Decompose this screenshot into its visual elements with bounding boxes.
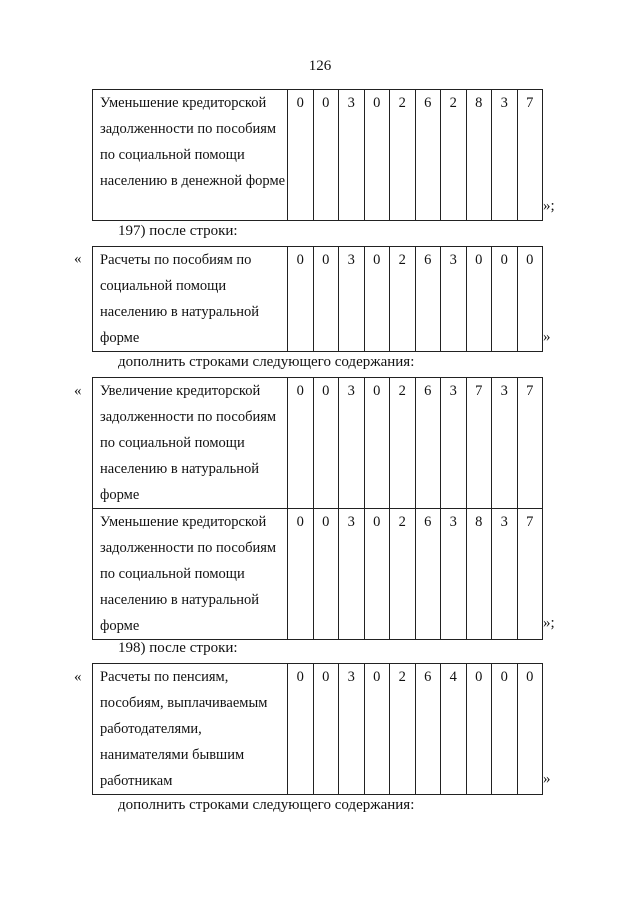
code-digit: 3 (339, 509, 365, 640)
instruction-197: 197) после строки: (118, 223, 238, 239)
code-digit: 3 (441, 247, 467, 352)
code-digit: 0 (288, 664, 314, 795)
code-digit: 8 (466, 90, 492, 221)
code-digit: 3 (441, 509, 467, 640)
table-block-2 (92, 246, 543, 352)
code-digit: 0 (288, 378, 314, 509)
instruction-add-1: дополнить строками следующего содержания: (118, 354, 415, 370)
code-digit: 0 (288, 247, 314, 352)
table-block-4 (92, 663, 543, 795)
table-row (93, 378, 543, 509)
code-digit: 0 (492, 247, 518, 352)
code-digit: 0 (364, 664, 390, 795)
code-table-3 (92, 377, 543, 640)
code-digit: 6 (415, 378, 441, 509)
row-label: Уменьшение кредиторской задолженности по пособиям по социальной помощи населению в денежной форме (93, 90, 288, 221)
code-digit: 0 (466, 664, 492, 795)
code-digit: 2 (390, 378, 416, 509)
code-digit: 0 (492, 664, 518, 795)
code-table-2 (92, 246, 543, 352)
code-digit: 3 (339, 247, 365, 352)
code-digit: 0 (466, 247, 492, 352)
code-digit: 7 (517, 378, 543, 509)
code-digit: 0 (364, 378, 390, 509)
code-digit: 3 (492, 509, 518, 640)
code-digit: 0 (288, 509, 314, 640)
code-digit: 0 (313, 378, 339, 509)
code-digit: 6 (415, 664, 441, 795)
code-digit: 2 (390, 90, 416, 221)
code-digit: 4 (441, 664, 467, 795)
code-digit: 2 (441, 90, 467, 221)
code-table-1 (92, 89, 543, 221)
code-digit: 7 (517, 90, 543, 221)
code-digit: 8 (466, 509, 492, 640)
opening-quote-2: « (74, 251, 82, 267)
code-digit: 0 (313, 90, 339, 221)
code-digit: 0 (364, 90, 390, 221)
code-digit: 3 (492, 90, 518, 221)
code-digit: 6 (415, 90, 441, 221)
code-digit: 0 (364, 509, 390, 640)
row-label: Расчеты по пенсиям, пособиям, выплачиваемым работодателями, нанимателями бывшим работникам (93, 664, 288, 795)
table-row (93, 664, 543, 795)
code-digit: 0 (517, 247, 543, 352)
row-label: Уменьшение кредиторской задолженности по пособиям по социальной помощи населению в натуральной форме (93, 509, 288, 640)
closing-quote-1: »; (543, 198, 555, 214)
code-digit: 6 (415, 247, 441, 352)
code-digit: 3 (339, 664, 365, 795)
code-digit: 0 (288, 90, 314, 221)
opening-quote-3: « (74, 383, 82, 399)
table-block-3 (92, 377, 543, 640)
instruction-198: 198) после строки: (118, 640, 238, 656)
instruction-add-2: дополнить строками следующего содержания: (118, 797, 415, 813)
code-digit: 6 (415, 509, 441, 640)
closing-quote-2: » (543, 329, 551, 345)
code-digit: 3 (492, 378, 518, 509)
row-label: Расчеты по пособиям по социальной помощи населению в натуральной форме (93, 247, 288, 352)
table-row (93, 247, 543, 352)
code-digit: 0 (517, 664, 543, 795)
code-digit: 0 (313, 509, 339, 640)
code-digit: 3 (441, 378, 467, 509)
code-digit: 3 (339, 378, 365, 509)
closing-quote-3: »; (543, 615, 555, 631)
code-digit: 2 (390, 247, 416, 352)
opening-quote-4: « (74, 669, 82, 685)
code-table-4 (92, 663, 543, 795)
code-digit: 0 (364, 247, 390, 352)
row-label: Увеличение кредиторской задолженности по пособиям по социальной помощи населению в натуральной форме (93, 378, 288, 509)
code-digit: 2 (390, 664, 416, 795)
code-digit: 3 (339, 90, 365, 221)
code-digit: 7 (517, 509, 543, 640)
table-block-1 (92, 89, 543, 221)
table-row (93, 90, 543, 221)
code-digit: 0 (313, 247, 339, 352)
code-digit: 7 (466, 378, 492, 509)
page-number: 126 (308, 58, 332, 74)
code-digit: 0 (313, 664, 339, 795)
code-digit: 2 (390, 509, 416, 640)
table-row (93, 509, 543, 640)
closing-quote-4: » (543, 771, 551, 787)
